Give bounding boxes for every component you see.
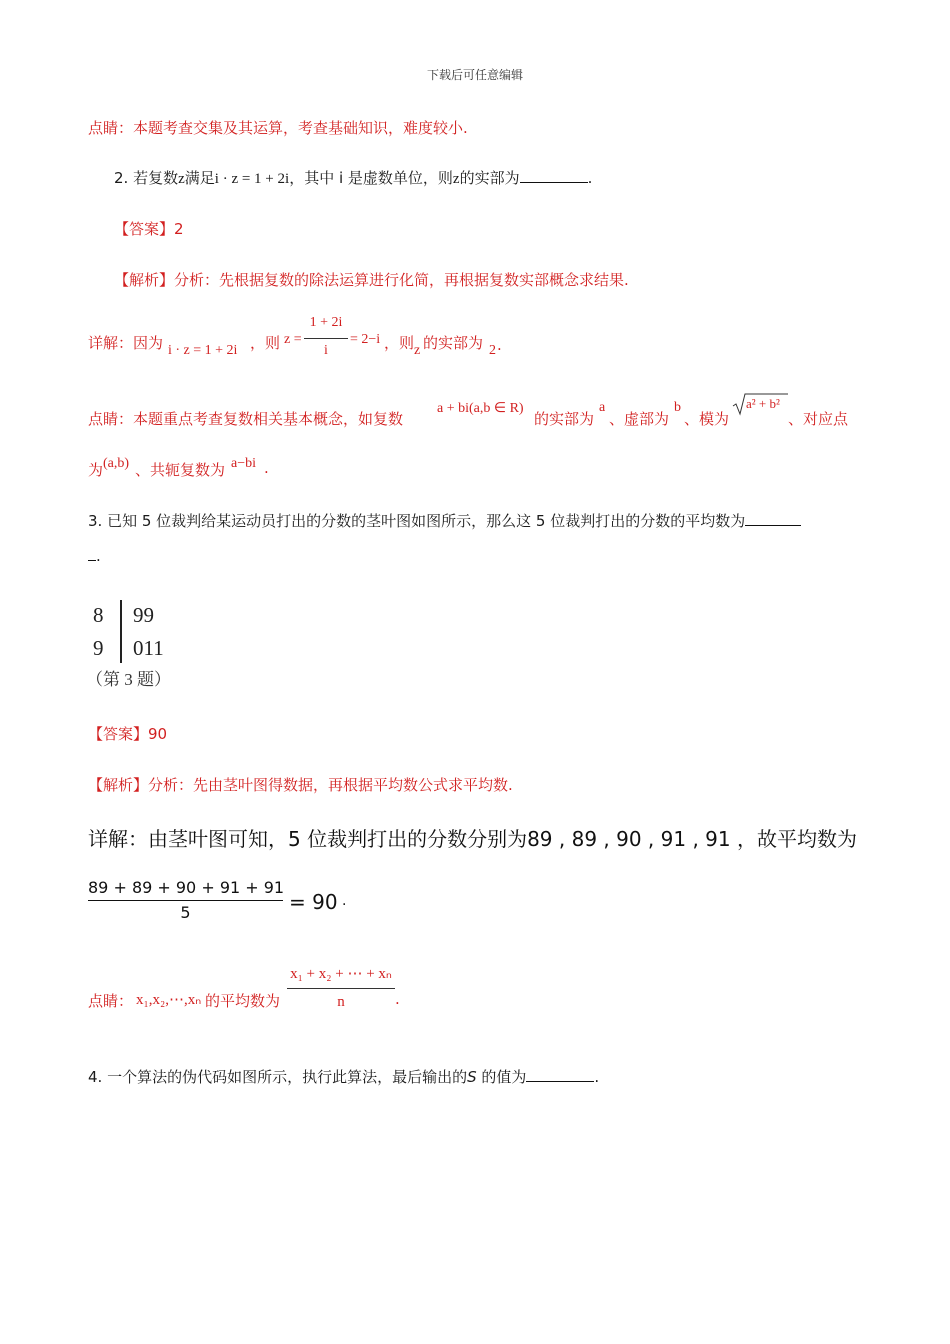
q2-detail-real: 的实部为 [423, 334, 484, 352]
stem-value: 8 [93, 603, 104, 627]
q2-prefix: 2. 若复数 [114, 169, 179, 187]
q3-fraction-bar [88, 900, 283, 901]
q2-detail-end: . [497, 336, 502, 354]
q2-answer-label: 【答案】 [114, 220, 175, 238]
q4-answer-blank [526, 1080, 594, 1082]
q4-text2: 的值为 [476, 1068, 527, 1086]
q2-analysis-label: 【解析】 [114, 271, 175, 289]
q2-detail-numerator: 1 + 2i [309, 315, 343, 330]
q3-frac-denominator: 5 [180, 903, 191, 922]
q3-analysis [88, 774, 513, 795]
q3-answer [88, 723, 167, 744]
q2-detail-mid: ，则 [250, 334, 281, 352]
q3-analysis-label: 【解析】 [88, 776, 149, 794]
stem-value: 9 [93, 636, 104, 660]
q3-detail: 详解：由茎叶图可知，5 位裁判打出的分数分别为89 , 89 , 90 , 91 , 91 ，故平均数为 [88, 827, 857, 851]
q3-note-end: . [395, 990, 400, 1008]
q2-note-mod: 、模为 [684, 410, 730, 428]
q2-suffix: ，其中 i 是虚数单位，则 [289, 169, 453, 187]
q2-note-expr: a + bi(a,b ∈ R) [437, 401, 524, 416]
q3-note-vars: x₁,x₂,⋯,xₙ [136, 992, 202, 1008]
q2-detail-z2: z [414, 343, 421, 358]
q2-note-conj-value: a−bi [231, 456, 256, 471]
q2-question [114, 167, 592, 188]
q2-note-real: 的实部为 [534, 410, 595, 428]
q4-question [88, 1066, 599, 1087]
q2-analysis-text: 分析：先根据复数的除法运算进行化简，再根据复数实部概念求结果. [174, 271, 629, 289]
q2-var: z [178, 171, 185, 187]
leaf-value: 011 [133, 636, 164, 660]
q2-equation: i · z = 1 + 2i [214, 171, 290, 187]
q2-detail-eq1: i · z = 1 + 2i [168, 343, 238, 358]
q3-note-denominator: n [337, 994, 345, 1010]
q2-detail-result: = 2−i [350, 332, 381, 347]
q2-detail-z: z = [284, 332, 302, 347]
q3-answer-label: 【答案】 [88, 725, 149, 743]
q2-mid: 满足 [184, 169, 215, 187]
q2-note-a: a [599, 400, 606, 415]
q3-frac-end: . [342, 893, 347, 909]
page-header: 下载后可任意编辑 [426, 68, 523, 82]
q4-period: . [594, 1068, 600, 1086]
q2-note-b: b [674, 400, 681, 415]
q3-note-prefix: 点睛： [88, 992, 134, 1010]
q1-note: 点睛：本题考查交集及其运算，考查基础知识，难度较小. [88, 119, 468, 137]
q4-text: 4. 一个算法的伪代码如图所示，执行此算法，最后输出的 [88, 1068, 468, 1086]
q2-end: 的实部为 [459, 169, 520, 187]
q3-note-fraction-bar [287, 988, 395, 989]
q3-question-period: . [96, 547, 101, 565]
q3-question-text: 3. 已知 5 位裁判给某运动员打出的分数的茎叶图如图所示，那么这 5 位裁判打出的分数的平均数为 [88, 512, 746, 530]
q2-detail-prefix: 详解：因为 [88, 334, 164, 352]
q2-note-end: . [264, 459, 269, 477]
q2-var2: z [452, 171, 460, 187]
q2-answer [114, 218, 184, 239]
q3-note-mid: 的平均数为 [205, 992, 281, 1010]
q3-answer-blank-cont [88, 559, 96, 561]
figure-caption: （第 3 题） [86, 670, 171, 689]
q2-note-line2-prefix: 为 [88, 461, 104, 479]
q2-note-point: 、对应点 [788, 410, 849, 428]
q3-frac-result: = 90 [289, 890, 338, 914]
q3-analysis-text: 分析：先由茎叶图得数据，再根据平均数公式求平均数. [148, 776, 513, 794]
q3-answer-value: 90 [148, 725, 168, 743]
q2-note-sqrt-content: a² + b² [746, 396, 780, 411]
q4-var: S [467, 1068, 477, 1086]
q2-note-imag: 、虚部为 [609, 410, 670, 428]
q3-question-cont [88, 547, 101, 565]
q2-detail-fraction-bar [304, 338, 348, 339]
q2-detail-value: 2 [489, 343, 496, 358]
q2-answer-value: 2 [174, 220, 184, 238]
q3-note-numerator: x₁ + x₂ + ⋯ + xₙ [290, 966, 392, 982]
q3-frac-numerator: 89 + 89 + 90 + 91 + 91 [88, 878, 285, 897]
q2-period: . [587, 169, 593, 187]
leaf-value: 99 [133, 603, 154, 627]
stem-divider [120, 600, 122, 663]
q2-note-conj: 、共轭复数为 [135, 461, 226, 479]
q2-answer-blank [520, 181, 588, 183]
q2-detail-denominator: i [324, 343, 328, 358]
q2-analysis [114, 269, 629, 290]
q3-answer-blank [745, 524, 801, 526]
q2-detail-then: ，则 [384, 334, 415, 352]
q3-question [88, 510, 801, 531]
q2-note-prefix: 点睛：本题重点考查复数相关基本概念，如复数 [88, 410, 404, 428]
q2-note-point-value: (a,b) [103, 456, 130, 471]
